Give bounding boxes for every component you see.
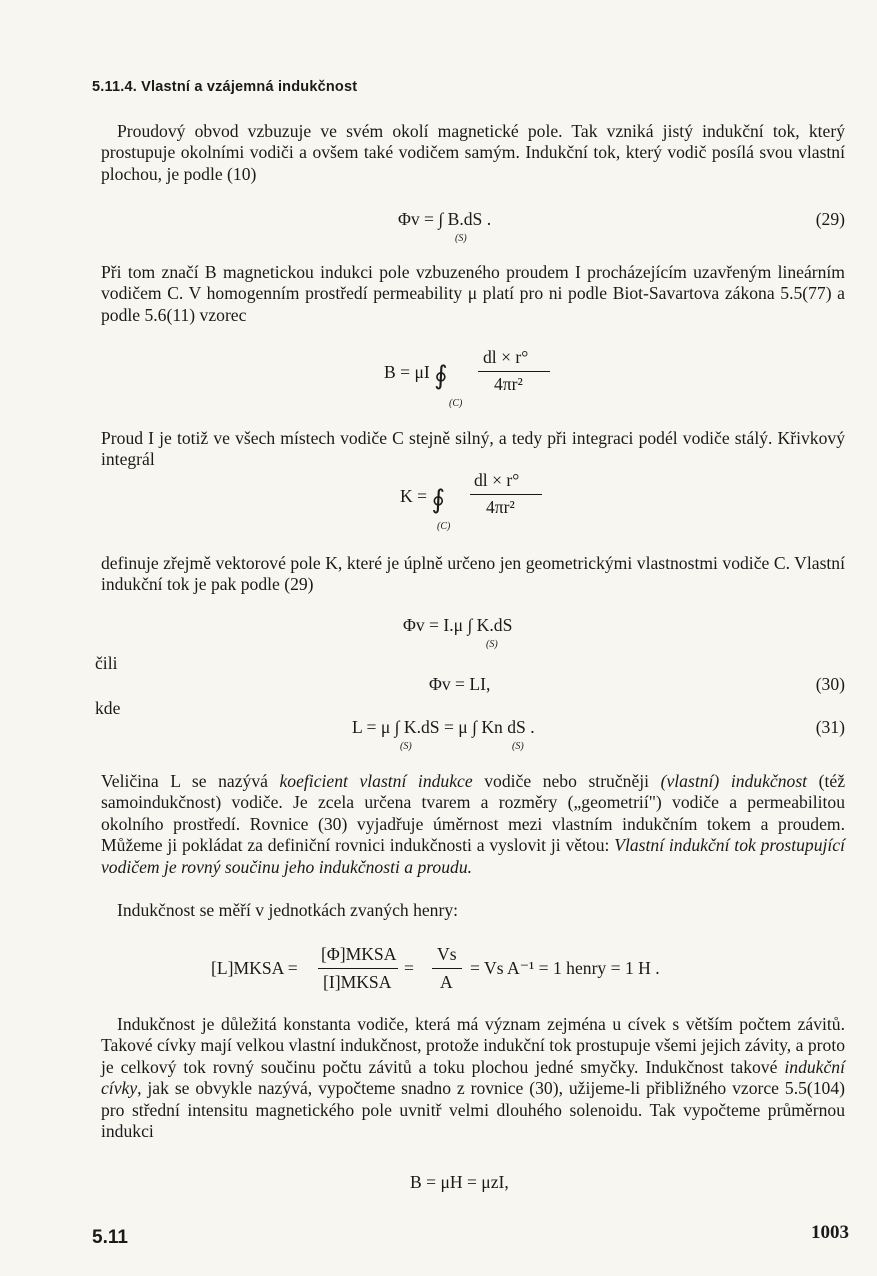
equation-31-number: (31) [815, 717, 845, 737]
paragraph-intro: Proudový obvod vzbuzuje ve svém okolí magnetické pole. Tak vzniká jistý indukční tok, který prostupuje okolními vodiči a ovšem také vodičem samým. Indukční tok, který vodič posílá svou vlastní plochou, je podle (10) [101, 121, 845, 184]
equation-30-number: (30) [815, 674, 845, 694]
term-indukcnost: (vlastní) indukčnost [660, 771, 808, 791]
paragraph-current: Proud I je totiž ve všech místech vodiče C stejně silný, a tedy při integraci podél vodiče stálý. Křivkový integrál [101, 428, 845, 470]
equation-henry-vs-bar [432, 968, 462, 969]
equation-henry-equals: = [404, 958, 414, 978]
equation-k-numerator: dl × r° [474, 470, 520, 490]
equation-henry-lhs: [L]MKSA = [211, 958, 298, 978]
equation-b-mu-h: B = μH = μzI, [410, 1172, 509, 1192]
equation-k-subscript: (C) [437, 521, 451, 532]
equation-k-lhs: K = ∮ [400, 485, 445, 514]
equation-henry-vs-numerator: Vs [437, 944, 457, 964]
paragraph-inductance-definition: Veličina L se nazývá koeficient vlastní indukce vodiče nebo stručněji (vlastní) indukčnost (též samoindukčnost) vodiče. Je zcela určena tvarem a rozměry („geometrií") vodiče a permeabilitou okolního prostředí. Rovnice (30) vyjadřuje úměrnost mezi vlastním indukčním tokem a proudem. Můžeme ji pokládat za definiční rovnici indukčnosti a vyslovit ji větou: Vlastní indukční tok prostupující vodičem je rovný součinu jeho indukčnosti a proudu. [101, 771, 845, 877]
footer-section-label: 5.11 [92, 1227, 128, 1248]
equation-30: Φv = LI, [429, 674, 491, 694]
equation-b-denominator: 4πr² [494, 374, 523, 394]
paragraph-b-definition: Při tom značí B magnetickou indukci pole vzbuzeného proudem I procházejícím uzavřeným lineárním vodičem C. V homogenním prostředí permeability μ platí pro ni podle Biot-Savartova zákona 5.5(77) a podle 5.6(11) vzorec [101, 262, 845, 325]
section-heading: 5.11.4. Vlastní a vzájemná indukčnost [92, 79, 358, 95]
equation-29-number: (29) [815, 209, 845, 229]
equation-henry-vs-denominator: A [440, 972, 453, 992]
equation-henry-numerator: [Φ]MKSA [321, 944, 397, 964]
term-koeficient: koeficient vlastní indukce [279, 771, 473, 791]
equation-phi: Φv = I.μ ∫ K.dS [403, 615, 513, 635]
equation-b-subscript: (C) [449, 398, 463, 409]
equation-henry-rest: = Vs A⁻¹ = 1 henry = 1 H . [470, 958, 660, 978]
equation-k-fraction-bar [470, 494, 542, 495]
paragraph-units: Indukčnost se měří v jednotkách zvaných henry: [117, 900, 459, 920]
equation-phi-subscript: (S) [486, 639, 498, 650]
equation-henry-denominator: [I]MKSA [323, 972, 392, 992]
page-number: 1003 [811, 1222, 849, 1243]
equation-b-lhs: B = μI ∮ [384, 361, 448, 390]
equation-31-subscript-1: (S) [400, 741, 412, 752]
equation-29-subscript: (S) [455, 233, 467, 244]
paragraph-coil: Indukčnost je důležitá konstanta vodiče, která má význam zejména u cívek s větším počtem závitů. Takové cívky mají velkou vlastní indukčnost, protože indukční tok prostupuje všemi jejich závity, a proto je celkový tok rovný součinu počtu závitů a toku plochou jedné smyčky. Indukčnost takové indukční cívky, jak se obvykle nazývá, vypočteme snadno z rovnice (30), užijeme-li přibližného vzorce 5.5(104) pro střední intensitu magnetického pole uvnitř velmi dlouhého solenoidu. Tak vypočteme průměrnou indukci [101, 1014, 845, 1142]
equation-31: L = μ ∫ K.dS = μ ∫ Kn dS . [352, 717, 535, 737]
equation-k-denominator: 4πr² [486, 497, 515, 517]
equation-29: Φv = ∫ B.dS . [398, 209, 492, 229]
equation-henry-fraction-bar [318, 968, 398, 969]
word-cili: čili [95, 653, 118, 673]
paragraph-k-field: definuje zřejmě vektorové pole K, které je úplně určeno jen geometrickými vlastnostmi vodiče C. Vlastní indukční tok je pak podle (29) [101, 553, 845, 595]
equation-b-fraction-bar [478, 371, 550, 372]
theorem-statement: Vlastní indukční tok prostupující vodičem je rovný součinu jeho indukčnosti a proudu. [101, 835, 845, 877]
term-indukcni-civka: indukční cívky [101, 1056, 845, 1099]
equation-b-numerator: dl × r° [483, 347, 529, 367]
word-kde: kde [95, 698, 121, 718]
equation-31-subscript-2: (S) [512, 741, 524, 752]
